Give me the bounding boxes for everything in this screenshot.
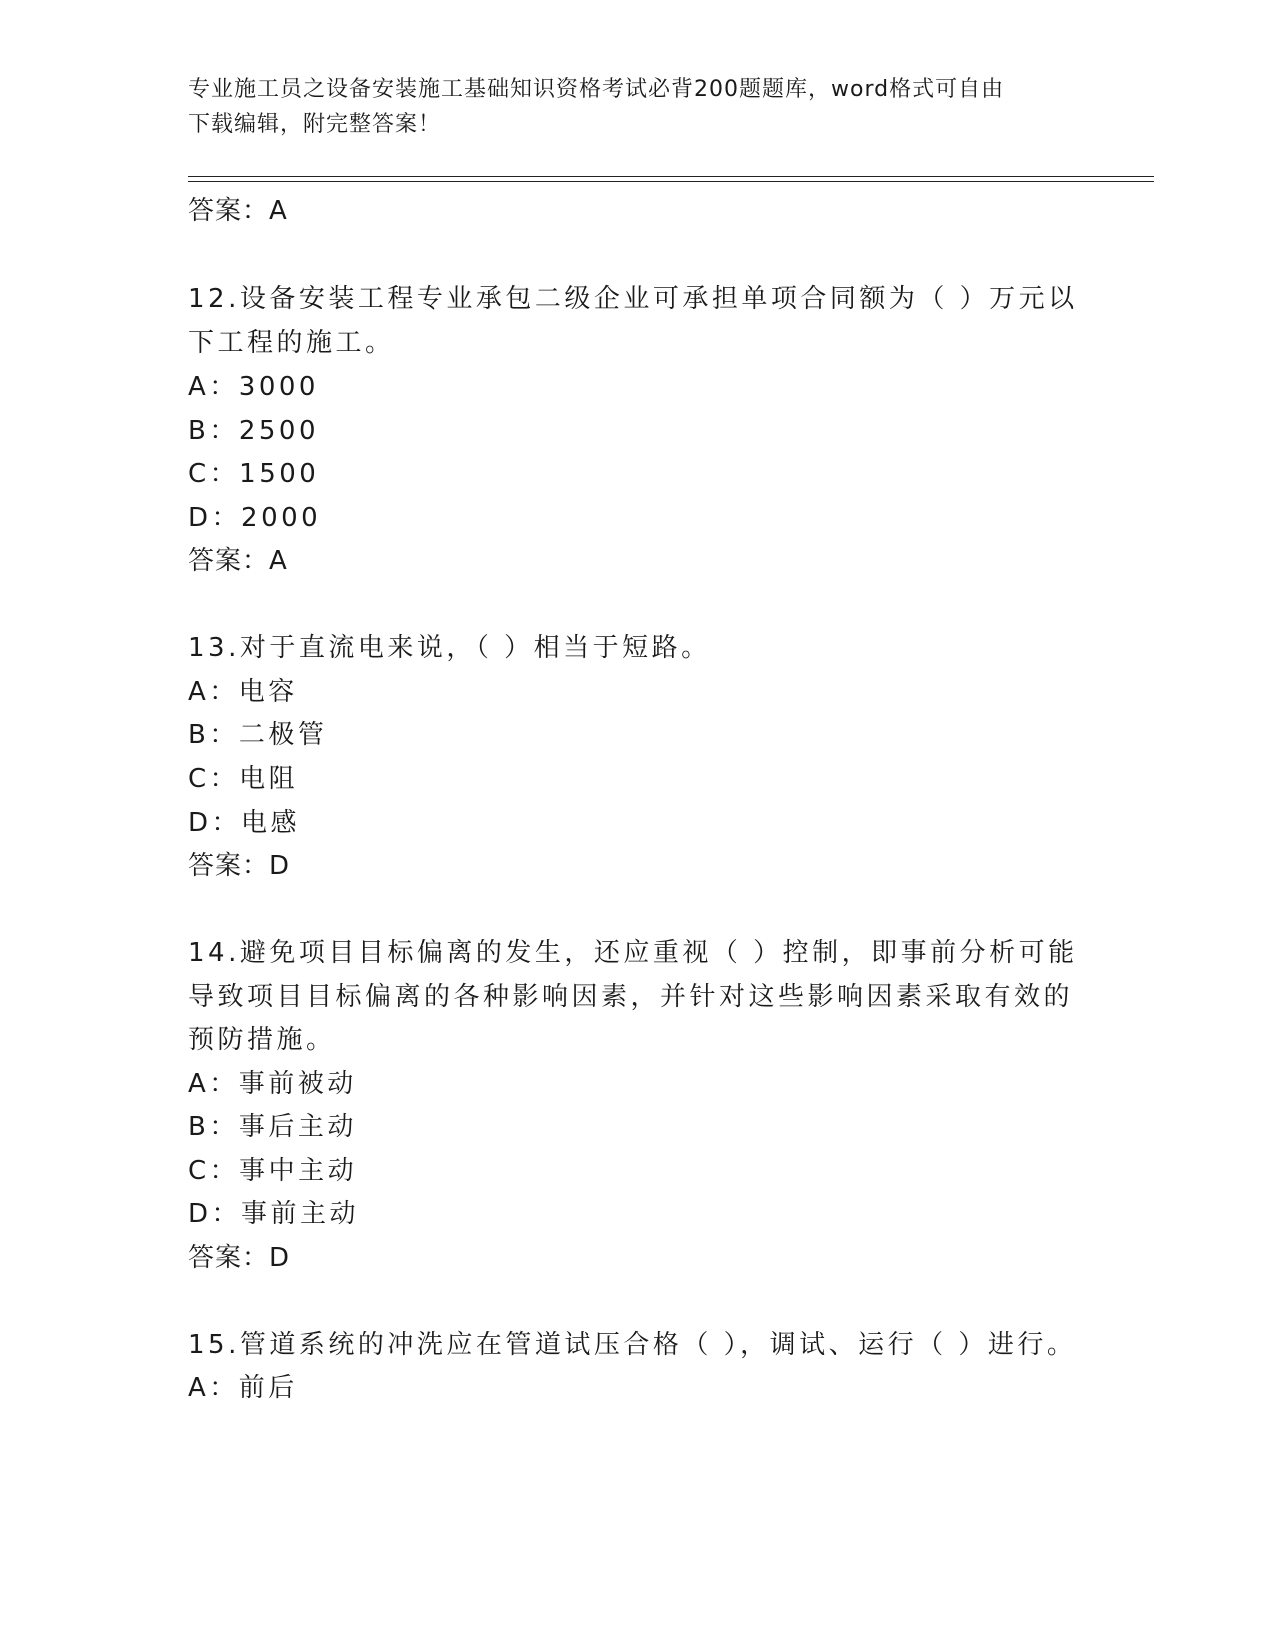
question-14-answer: 答案：D [188, 1243, 291, 1273]
question-12-stem-line-1: 12.设备安装工程专业承包二级企业可承担单项合同额为（ ）万元以 [188, 284, 1078, 314]
question-15-stem-line-1: 15.管道系统的冲洗应在管道试压合格（ ），调试、运行（ ）进行。 [188, 1330, 1077, 1360]
question-14-stem-line-1: 14.避免项目目标偏离的发生，还应重视（ ）控制，即事前分析可能 [188, 938, 1078, 968]
question-14-stem-line-2: 导致项目目标偏离的各种影响因素，并针对这些影响因素采取有效的 [188, 982, 1074, 1012]
answer-line: 答案：A [188, 196, 288, 226]
question-12-option-b: B：2500 [188, 416, 320, 446]
document-header [188, 72, 1068, 142]
question-12-option-d: D：2000 [188, 503, 322, 533]
header-line-1: 专业施工员之设备安装施工基础知识资格考试必背200题题库，word格式可自由 [188, 77, 1005, 102]
question-13-answer: 答案：D [188, 851, 291, 881]
question-13-option-a: A：电容 [188, 677, 298, 707]
question-14-option-a: A：事前被动 [188, 1069, 357, 1099]
question-12-answer: 答案：A [188, 546, 288, 576]
question-13-stem-line-1: 13.对于直流电来说，（ ）相当于短路。 [188, 633, 711, 663]
question-14-option-d: D：事前主动 [188, 1199, 360, 1229]
question-12-stem-line-2: 下工程的施工。 [188, 328, 395, 358]
question-14-stem-line-3: 预防措施。 [188, 1025, 336, 1055]
header-divider-top [188, 176, 1154, 177]
question-12-option-a: A：3000 [188, 372, 319, 402]
header-line-2: 下载编辑，附完整答案！ [188, 112, 442, 137]
question-13-option-c: C：电阻 [188, 764, 299, 794]
question-13-option-d: D：电感 [188, 808, 301, 838]
header-divider-bottom [188, 181, 1154, 182]
question-12-option-c: C：1500 [188, 459, 320, 489]
question-13-option-b: B：二极管 [188, 720, 328, 750]
question-14-option-c: C：事中主动 [188, 1156, 358, 1186]
question-15-option-a: A：前后 [188, 1373, 298, 1403]
question-14-option-b: B：事后主动 [188, 1112, 357, 1142]
